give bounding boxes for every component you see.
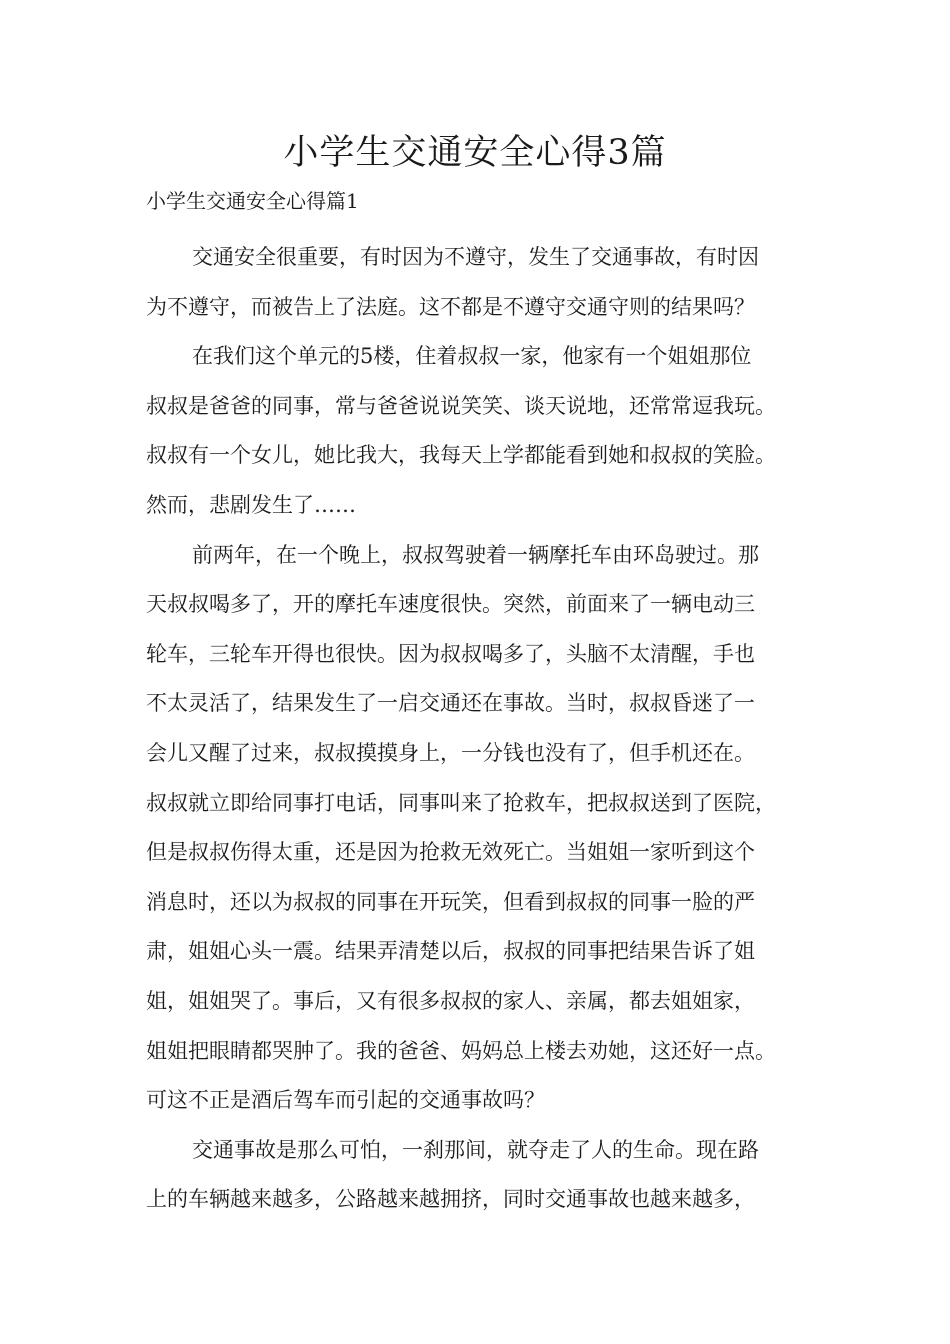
text-line: 肃，姐姐心头一震。结果弄清楚以后，叔叔的同事把结果告诉了姐 [146,939,755,964]
text-line: 前两年，在一个晚上，叔叔驾驶着一辆摩托车由环岛驶过。那 [192,542,759,567]
text-line: 然而，悲剧发生了…… [146,492,356,517]
text-line: 轮车，三轮车开得也很快。因为叔叔喝多了，头脑不太清醒，手也 [146,641,755,666]
text-line: 可这不正是酒后驾车而引起的交通事故吗？ [146,1088,545,1113]
text-line: 交通事故是那么可怕，一刹那间，就夺走了人的生命。现在路 [192,1137,759,1162]
page-title: 小学生交通安全心得3篇 [283,133,667,173]
text-line: 天叔叔喝多了，开的摩托车速度很快。突然，前面来了一辆电动三 [146,592,755,617]
text-line: 为不遵守，而被告上了法庭。这不都是不遵守交通守则的结果吗？ [146,294,755,319]
text-line: 消息时，还以为叔叔的同事在开玩笑，但看到叔叔的同事一脸的严 [146,889,755,914]
text-line: 不太灵活了，结果发生了一启交通还在事故。当时，叔叔昏迷了一 [146,691,755,716]
section-heading: 小学生交通安全心得篇1 [146,189,359,213]
text-line: 在我们这个单元的5楼，住着叔叔一家，他家有一个姐姐那位 [192,344,752,369]
text-line: 会儿又醒了过来，叔叔摸摸身上，一分钱也没有了，但手机还在。 [146,740,755,765]
text-line: 姐姐把眼睛都哭肿了。我的爸爸、妈妈总上楼去劝她，这还好一点。 [146,1038,776,1063]
text-line: 上的车辆越来越多，公路越来越拥挤，同时交通事故也越来越多， [146,1187,755,1212]
text-line: 叔叔就立即给同事打电话，同事叫来了抢救车，把叔叔送到了医院， [146,790,776,815]
text-line: 交通安全很重要，有时因为不遵守，发生了交通事故，有时因 [192,245,759,269]
article-body [146,233,826,1225]
text-line: 但是叔叔伤得太重，还是因为抢救无效死亡。当姐姐一家听到这个 [146,840,755,865]
text-line: 叔叔是爸爸的同事，常与爸爸说说笑笑、谈天说地，还常常逗我玩。 [146,393,776,418]
text-line: 叔叔有一个女儿，她比我大，我每天上学都能看到她和叔叔的笑脸。 [146,443,776,468]
text-line: 姐，姐姐哭了。事后，又有很多叔叔的家人、亲属，都去姐姐家， [146,988,755,1013]
